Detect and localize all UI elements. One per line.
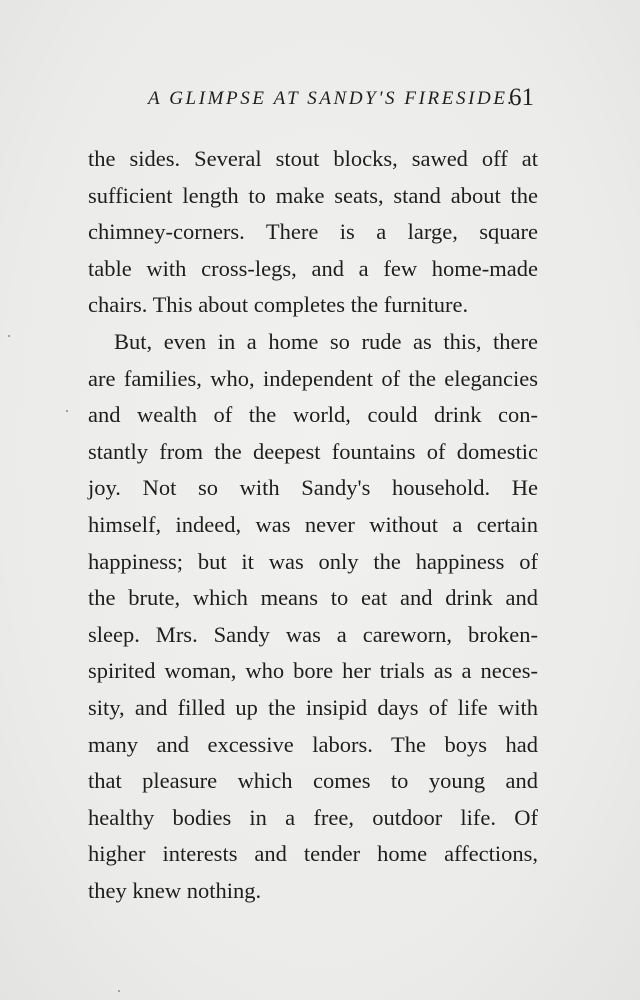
text-line: are families, who, independent of the elegancies xyxy=(88,365,538,391)
text-line: But, even in a home so rude as this, there xyxy=(114,328,538,354)
text-line: table with cross-legs, and a few home-made xyxy=(88,255,538,281)
text-line: and wealth of the world, could drink con- xyxy=(88,402,538,428)
text-line: joy. Not so with Sandy's household. He xyxy=(88,475,538,501)
text-line: stantly from the deepest fountains of domestic xyxy=(88,438,538,464)
paper-speck xyxy=(66,410,68,412)
running-header xyxy=(0,86,640,118)
running-title: A GLIMPSE AT SANDY'S FIRESIDE. xyxy=(148,88,515,109)
text-line: spirited woman, who bore her trials as a neces- xyxy=(88,658,538,684)
text-line: chimney-corners. There is a large, square xyxy=(88,219,538,245)
text-line: himself, indeed, was never without a certain xyxy=(88,511,538,537)
text-line: the brute, which means to eat and drink and xyxy=(88,585,538,611)
paper-speck xyxy=(118,990,120,992)
text-line: happiness; but it was only the happiness of xyxy=(88,548,538,574)
text-line: many and excessive labors. The boys had xyxy=(88,731,538,757)
page-number: 61 xyxy=(509,84,534,111)
text-line: the sides. Several stout blocks, sawed off at xyxy=(88,146,538,171)
text-line: sity, and filled up the insipid days of life with xyxy=(88,694,538,720)
text-line: higher interests and tender home affections, xyxy=(88,841,538,867)
text-line: healthy bodies in a free, outdoor life. Of xyxy=(88,804,538,830)
body-text xyxy=(88,143,538,911)
text-line: they knew nothing. xyxy=(88,877,262,903)
text-line: chairs. This about completes the furniture. xyxy=(88,292,469,318)
text-line: that pleasure which comes to young and xyxy=(88,768,538,794)
text-line: sufficient length to make seats, stand about the xyxy=(88,182,538,208)
text-line: sleep. Mrs. Sandy was a careworn, broken- xyxy=(88,621,538,647)
paper-speck xyxy=(8,335,10,337)
